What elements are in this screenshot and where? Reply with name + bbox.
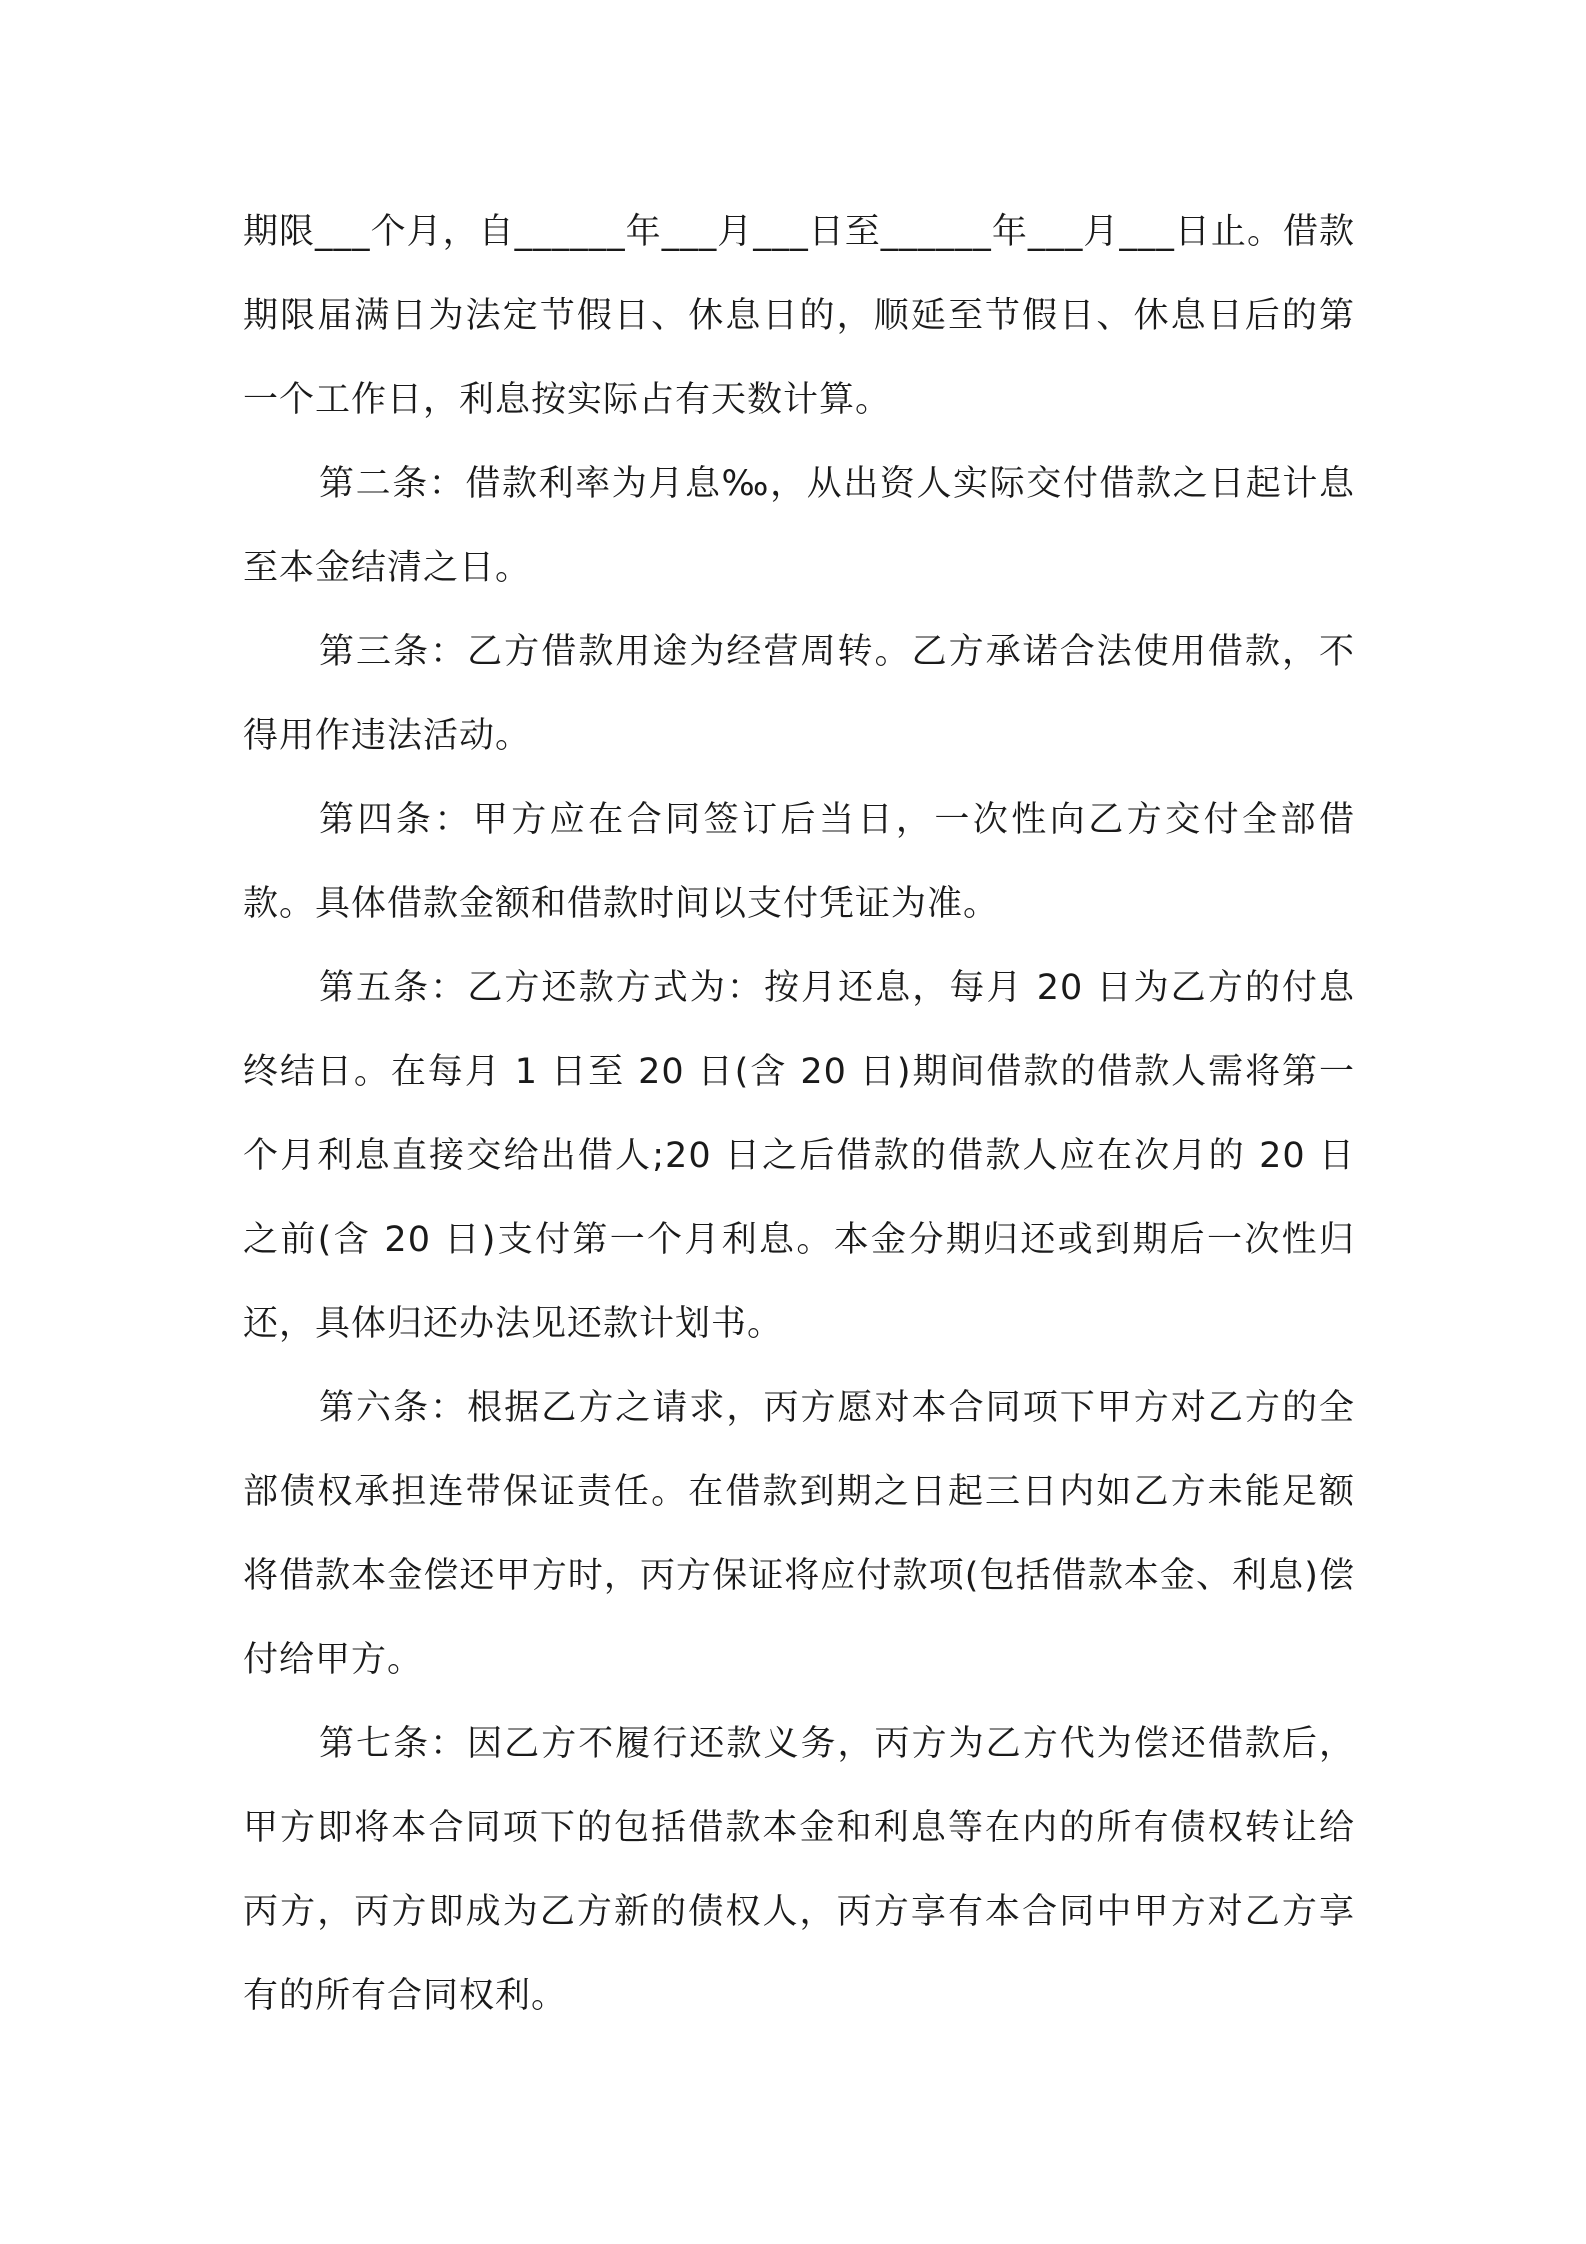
article-7-paragraph: 第七条：因乙方不履行还款义务，丙方为乙方代为偿还借款后，甲方即将本合同项下的包括借款本金和利息等在内的所有债权转让给丙方，丙方即成为乙方新的债权人，丙方享有本合同中甲方对乙方享有的所有合同权利。 [243,1724,1355,2016]
article-2-paragraph: 第二条：借款利率为月息‰，从出资人实际交付借款之日起计息至本金结清之日。 [243,464,1355,588]
article-6-paragraph: 第六条：根据乙方之请求，丙方愿对本合同项下甲方对乙方的全部债权承担连带保证责任。在借款到期之日起三日内如乙方未能足额将借款本金偿还甲方时，丙方保证将应付款项(包括借款本金、利息)偿付给甲方。 [243,1388,1355,1680]
article-4-paragraph: 第四条：甲方应在合同签订后当日，一次性向乙方交付全部借款。具体借款金额和借款时间以支付凭证为准。 [243,800,1355,924]
document-page [243,190,1355,2038]
term-period-paragraph: 期限___个月，自______年___月___日至______年___月___日止。借款期限届满日为法定节假日、休息日的，顺延至节假日、休息日后的第一个工作日，利息按实际占有天数计算。 [243,212,1355,420]
article-3-paragraph: 第三条：乙方借款用途为经营周转。乙方承诺合法使用借款，不得用作违法活动。 [243,632,1355,756]
article-5-paragraph: 第五条：乙方还款方式为：按月还息，每月 20 日为乙方的付息终结日。在每月 1 日至 20 日(含 20 日)期间借款的借款人需将第一个月利息直接交给出借人;20 日之后借款的借款人应在次月的 20 日之前(含 20 日)支付第一个月利息。本金分期归还或到期后一次性归还，具体归还办法见还款计划书。 [243,968,1355,1344]
